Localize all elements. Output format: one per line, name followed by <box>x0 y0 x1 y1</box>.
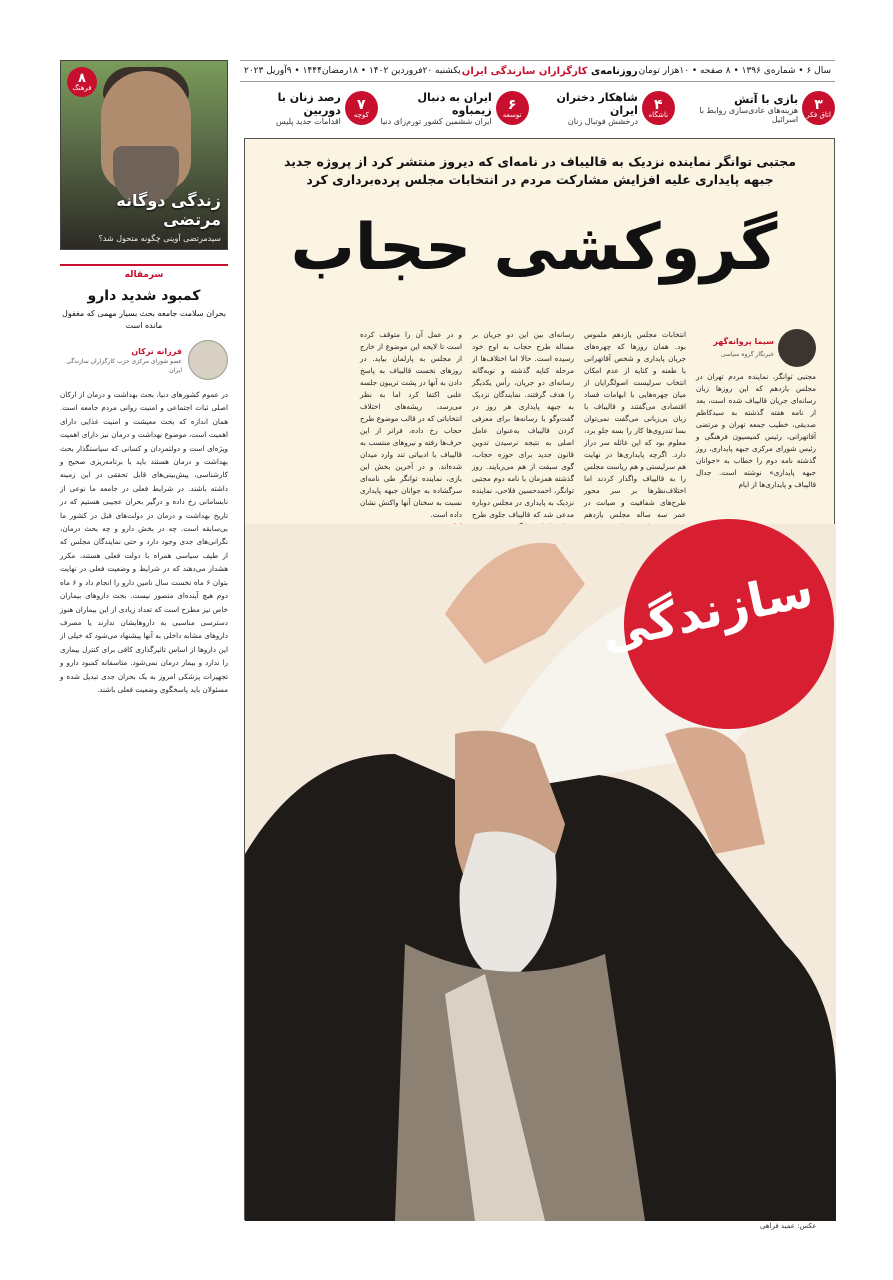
teaser-title: رصد زنان با دوربین <box>277 90 341 117</box>
author-photo <box>778 329 816 367</box>
feature-sub: سیدمرتضی آوینی چگونه متحول شد؟ <box>98 234 221 243</box>
page-badge: ۳ اتاق فکر <box>802 91 835 125</box>
teaser-row <box>240 88 835 128</box>
editorial-body: در عموم کشورهای دنیا، بحث بهداشت و درمان از ارکان اصلی ثبات اجتماعی و امنیت روانی مردم جامعه است. همان اندازه که بحث معیشت و امنیت غذایی دارای اهمیت است، موضوع بهداشت و درمان نیز دارای اهمیت ویژه‌ای است و دولتمردان و کسانی که سیاستگذار بحث بهداشت و درمان هستند باید با برنامه‌ریزی صحیح و کارشناسی، پیش‌بینی‌های قابل تحققی در این زمینه داشته باشند. در شرایط فعلی در جامعه ما نوعی از نابسامانی رخ داده و درگیر بحران عجیبی هستیم که در تاریخ بهداشت و درمان در دولت‌های قبل در کشور ما بی‌سابقه است. چه در بخش دارو و چه بحث درمان، نگرانی‌های جدی وجود دارد و حتی نمایندگان مجلس که از طیف سیاسی همراه با دولت فعلی هستند، مکرر هشدار می‌دهند که در شرایط و وضعیت فعلی در نهایت بتوان ۶ ماه نخست سال نامین دارو را انجام داد و ۶ ماه دوم هیچ آینده‌ای متصور نیست. بحث داروهای بیماران خاص نیز مطرح است که تعداد زیادی از این بیماران هنوز دسترسی مناسبی به داروهایشان ندارند یا مصرف داروهای مشابه داخلی به آنها پیشنهاد می‌شود که خیلی از این داروها از اساس تاثیرگذاری کافی برای کنترل بیماری را ندارد و بیمار درمان نمی‌شود. متاسفانه کمبود دارو و تجهیزات پزشکی امروز به یک بحران جدی تبدیل شده و مسئولان باید پاسخگوی وضعیت فعلی باشند. <box>60 390 228 694</box>
brand[interactable] <box>462 66 638 77</box>
teaser-title: شاهکار دختران ایران <box>556 90 638 117</box>
lead-kicker: مجتبی توانگر نماینده نزدیک به قالیباف در نامه‌ای که دیروز منتشر کرد از پروژه جدید جبهه پایداری علیه افزایش مشارکت مردم در انتخابات مجلس پرده‌برداری کرد <box>284 154 796 187</box>
brand-name: کارگزاران سازندگی ایران <box>461 65 588 77</box>
lead-headline[interactable]: گروکشی حجاب <box>290 211 778 285</box>
lead-column <box>360 329 462 519</box>
author-role: عضو شورای مرکزی حزب کارگزاران سازندگی ایران <box>66 357 182 374</box>
column-text: رسانه‌ای بین این دو جریان بر مساله طرح حجاب به اوج خود رسیده است. حالا اما اختلاف‌ها از مرحله کنایه گذشته و نوبه‌گانه رسانه‌ای دو جریان، رأس یکدیگر را هدف گرفتند. نمایندگان نزدیک به جبهه پایداری هر روز در گفت‌وگو با رسانه‌ها برای معرفی کردن قالیباف به‌عنوان عامل اصلی به نتیجه نرسیدن تدوین قانون جدید برای حوزه حجاب، گوی سبقت از هم می‌ربایند. روز گذشته همزمان با نامه دوم مجتبی توانگر، احمدحسین فلاحی، نماینده نزدیک به پایداری در مجلس دوباره مدعی شد که قالیباف جلوی طرح <box>472 330 574 519</box>
author-name: فرزانه ترکان <box>131 346 182 356</box>
teaser-sub: درخشش فوتبال زنان <box>567 116 638 126</box>
lead-column <box>472 329 574 519</box>
lead-column <box>584 329 686 519</box>
lead-columns <box>261 329 816 519</box>
column-text: مجتبی توانگر، نماینده مردم تهران در مجلس یازدهم که این روزها زبان رسانه‌ای جریان قالیباف شده است، بعد از نامه هفته گذشته به سیدکاظم صدیقی، خطیب جمعه تهران و مرتضی آقاتهرانی، رئیس کمیسیون فرهنگی و رئیس شورای مرکزی جبهه پایداری، روز گذشته نامه دوم را خطاب به «جوانان جبهه پایداری» نوشته است. جدال قالیباف و پایداری‌ها از ایام <box>696 372 816 489</box>
lead-story <box>244 138 835 1220</box>
author-name: سیما پروانه‌گهر <box>713 336 774 346</box>
teaser-title: ایران به دنبال زیمباوه <box>417 90 492 117</box>
left-column <box>60 60 228 1220</box>
issue-line: سال ۶ • شماره‌ی ۱۳۹۶ • ۸ صفحه • ۱۰هزار تومان <box>638 66 831 76</box>
teaser-title: بازی با آتش <box>734 92 799 106</box>
photo-credit: عکس: عمید فراهی <box>760 1222 817 1230</box>
editorial-title[interactable]: کمبود شدید دارو <box>87 288 201 304</box>
editorial-subtitle: بحران سلامت جامعه بحث بسیار مهمی که مغفول مانده است <box>62 309 226 330</box>
masthead-bar <box>240 60 835 82</box>
brand-prefix: روزنامه‌ی <box>590 65 638 77</box>
lead-column <box>696 329 816 519</box>
brand-logo: سازندگی <box>595 561 818 662</box>
teaser-item[interactable] <box>529 88 675 128</box>
column-text: و در عمل آن را متوقف کرده است تا لایحه این موضوع از خارج از مجلس به پارلمان بیاید. در روزهای نخست قالیباف به پاسخ دادن به آنها در پشت تریبون جلسه علنی اکتفا کرد اما به نظر می‌رسد، ریشه‌های اختلاف انتخاباتی که در قالب موضوع طرح حجاب رخ داده، فراتر از این حرف‌ها رفته و نیروهای منتسب به قالیباف با ادبیاتی تند وارد میدان شده‌اند. و در آخرین بخش این بازی، نماینده توانگر طی نامه‌ای سرگشاده به جوانان جبهه پایداری نسبت به سخنان آنها واکنش نشان داده است. <box>360 330 462 519</box>
teaser-sub: هزینه‌های عادی‌سازی روابط با اسرائیل <box>699 105 799 124</box>
date-line: یکشنبه ۲۰فروردین ۱۴۰۲ • ۱۸رمضان۱۴۴۴ • ۹آوریل ۲۰۲۳ <box>244 66 461 76</box>
feature-title: زندگی دوگانه مرتضی <box>116 191 221 229</box>
teaser-sub: اقدامات جدید پلیس <box>276 116 341 126</box>
page-badge: ۴ ناشگاه <box>642 91 675 125</box>
teaser-sub: ایران ششمین کشور تورم‌زای دنیا <box>380 116 492 126</box>
editorial-author <box>60 340 228 380</box>
author-role: خبرنگار گروه سیاسی <box>720 350 774 358</box>
author-photo <box>188 340 228 380</box>
page-badge: ۶ توسعه <box>496 91 529 125</box>
column-text: انتخابات مجلس یازدهم ملموس بود. همان روزها که چهره‌های جریان پایداری و شخص آقاتهرانی با طعنه و کنایه از عدم امکان انتخاب سرلیست اصولگرایان از میان چهره‌هایی با ابهامات فساد اقتصادی می‌گفتند و قالیباف با زبان بی‌زبانی می‌گفت نمی‌توان بسا تندروی‌ها کار را بسه جلو برد، معلوم بود که این غائله سر دراز دارد. اگرچه پایداری‌ها در نهایت هم سرلیستی و هم ریاست مجلس را به قالیباف واگذار کردند اما اختلاف‌نظرها بر سر محور طرح‌های شفافیت و صیانت در عمر سه ساله مجلس یازدهم <box>584 330 686 519</box>
lead-author <box>696 329 816 367</box>
page-badge: ۸ فرهنگ <box>67 67 97 97</box>
teaser-item[interactable] <box>675 88 835 128</box>
page-badge: ۷ کوچه <box>345 91 378 125</box>
feature-box[interactable] <box>60 60 228 250</box>
teaser-item[interactable] <box>378 88 529 128</box>
editorial-section-label: سرمقاله <box>60 264 228 280</box>
teaser-item[interactable] <box>240 88 378 128</box>
